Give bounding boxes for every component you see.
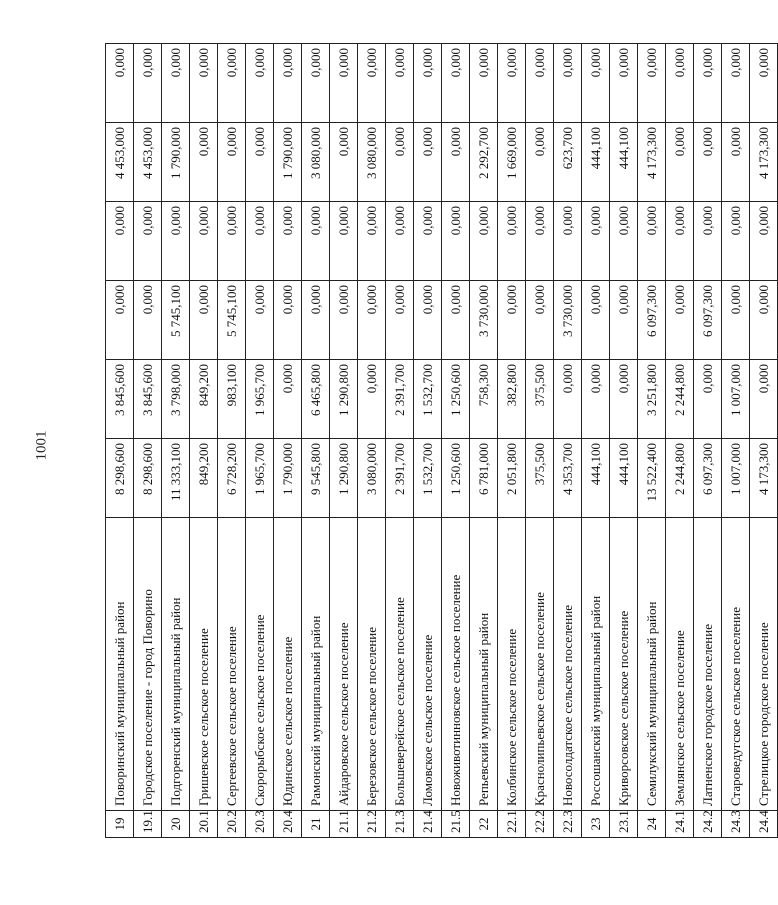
amount-cell: 0,000 [218,44,246,123]
amount-cell: 0,000 [190,123,218,202]
amount-cell: 0,000 [414,202,442,281]
amount-cell: 444,100 [610,439,638,518]
amount-cell: 444,100 [582,439,610,518]
amount-cell: 2 391,700 [386,439,414,518]
amount-cell: 6 781,000 [470,439,498,518]
amount-cell: 0,000 [638,44,666,123]
table-row [358,44,386,838]
amount-cell: 0,000 [414,123,442,202]
amount-cell: 1 532,700 [414,360,442,439]
table-row [750,44,778,838]
amount-cell: 0,000 [274,281,302,360]
amount-cell: 8 298,600 [106,439,134,518]
amount-cell: 0,000 [246,123,274,202]
amount-cell: 849,200 [190,439,218,518]
amount-cell: 5 745,100 [162,281,190,360]
table-row [694,44,722,838]
amount-cell: 0,000 [554,44,582,123]
amount-cell: 0,000 [246,281,274,360]
row-number-cell: 19 [106,811,134,838]
municipality-name-cell: Новосолдатское сельское поселение [554,518,582,811]
amount-cell: 0,000 [582,202,610,281]
amount-cell: 0,000 [750,360,778,439]
amount-cell: 11 333,100 [162,439,190,518]
municipality-name-cell: Репьевский муниципальный район [470,518,498,811]
municipality-name-cell: Ломовское сельское поселение [414,518,442,811]
amount-cell: 4 453,000 [106,123,134,202]
table-row [610,44,638,838]
amount-cell: 0,000 [358,44,386,123]
amount-cell: 3 251,800 [638,360,666,439]
amount-cell: 0,000 [750,281,778,360]
municipality-name-cell: Стрелицкое городское поселение [750,518,778,811]
amount-cell: 0,000 [526,44,554,123]
amount-cell: 0,000 [330,123,358,202]
municipality-name-cell: Подгоренский муниципальный район [162,518,190,811]
amount-cell: 0,000 [554,360,582,439]
amount-cell: 444,100 [610,123,638,202]
amount-cell: 1 007,000 [722,439,750,518]
row-number-cell: 19.1 [134,811,162,838]
municipality-name-cell: Землянское сельское поселение [666,518,694,811]
table-row [414,44,442,838]
amount-cell: 849,200 [190,360,218,439]
amount-cell: 0,000 [694,123,722,202]
municipality-name-cell: Латненское городское поселение [694,518,722,811]
amount-cell: 3 845,600 [134,360,162,439]
amount-cell: 0,000 [302,281,330,360]
amount-cell: 382,800 [498,360,526,439]
row-number-cell: 20.2 [218,811,246,838]
table-row [666,44,694,838]
table-row [134,44,162,838]
page-number: 1001 [33,430,50,461]
amount-cell: 0,000 [750,44,778,123]
row-number-cell: 24 [638,811,666,838]
amount-cell: 8 298,600 [134,439,162,518]
row-number-cell: 24.4 [750,811,778,838]
amount-cell: 0,000 [162,202,190,281]
municipality-name-cell: Скорорыбское сельское поселение [246,518,274,811]
amount-cell: 1 790,000 [274,439,302,518]
table-row [554,44,582,838]
row-number-cell: 21.4 [414,811,442,838]
amount-cell: 0,000 [610,281,638,360]
amount-cell: 4 173,300 [750,123,778,202]
amount-cell: 0,000 [274,360,302,439]
amount-cell: 6 728,200 [218,439,246,518]
amount-cell: 0,000 [498,281,526,360]
municipality-name-cell: Староведугское сельское поселение [722,518,750,811]
amount-cell: 758,300 [470,360,498,439]
amount-cell: 0,000 [666,123,694,202]
table-row [330,44,358,838]
municipality-name-cell: Рамонский муниципальный район [302,518,330,811]
row-number-cell: 21.5 [442,811,470,838]
amount-cell: 4 353,700 [554,439,582,518]
amount-cell: 0,000 [638,202,666,281]
amount-cell: 5 745,100 [218,281,246,360]
amount-cell: 0,000 [666,202,694,281]
amount-cell: 0,000 [442,123,470,202]
table-row [386,44,414,838]
amount-cell: 0,000 [694,202,722,281]
amount-cell: 0,000 [134,202,162,281]
amount-cell: 0,000 [610,44,638,123]
table-row [274,44,302,838]
amount-cell: 1 669,000 [498,123,526,202]
table-row [470,44,498,838]
amount-cell: 0,000 [190,44,218,123]
table-row [442,44,470,838]
amount-cell: 0,000 [470,202,498,281]
municipality-name-cell: Поворинский муниципальный район [106,518,134,811]
amount-cell: 375,500 [526,360,554,439]
table-row [582,44,610,838]
amount-cell: 6 465,800 [302,360,330,439]
amount-cell: 6 097,300 [638,281,666,360]
row-number-cell: 22.2 [526,811,554,838]
amount-cell: 0,000 [190,281,218,360]
row-number-cell: 24.3 [722,811,750,838]
municipality-name-cell: Большеверейское сельское поселение [386,518,414,811]
amount-cell: 0,000 [610,202,638,281]
amount-cell: 0,000 [414,281,442,360]
amount-cell: 0,000 [246,202,274,281]
amount-cell: 0,000 [302,44,330,123]
table-row [162,44,190,838]
table-row [498,44,526,838]
municipality-name-cell: Краснолипьевское сельское поселение [526,518,554,811]
amount-cell: 375,500 [526,439,554,518]
amount-cell: 0,000 [554,202,582,281]
amount-cell: 2 292,700 [470,123,498,202]
municipality-name-cell: Россошанский муниципальный район [582,518,610,811]
amount-cell: 3 798,000 [162,360,190,439]
amount-cell: 1 250,600 [442,360,470,439]
amount-cell: 0,000 [666,44,694,123]
amount-cell: 0,000 [106,281,134,360]
amount-cell: 0,000 [274,202,302,281]
row-number-cell: 20 [162,811,190,838]
amount-cell: 0,000 [386,281,414,360]
row-number-cell: 24.1 [666,811,694,838]
amount-cell: 0,000 [218,123,246,202]
amount-cell: 444,100 [582,123,610,202]
amount-cell: 0,000 [722,123,750,202]
amount-cell: 0,000 [750,202,778,281]
municipality-name-cell: Колбинское сельское поселение [498,518,526,811]
amount-cell: 0,000 [246,44,274,123]
row-number-cell: 21 [302,811,330,838]
amount-cell: 0,000 [526,202,554,281]
amount-cell: 1 965,700 [246,360,274,439]
amount-cell: 0,000 [582,360,610,439]
municipality-name-cell: Гришевское сельское поселение [190,518,218,811]
amount-cell: 623,700 [554,123,582,202]
row-number-cell: 23 [582,811,610,838]
amount-cell: 3 080,000 [358,123,386,202]
amount-cell: 0,000 [666,281,694,360]
budget-table [105,43,778,838]
amount-cell: 0,000 [582,281,610,360]
row-number-cell: 22.3 [554,811,582,838]
amount-cell: 0,000 [386,202,414,281]
amount-cell: 0,000 [470,44,498,123]
row-number-cell: 21.1 [330,811,358,838]
amount-cell: 0,000 [386,44,414,123]
municipality-name-cell: Айдаровское сельское поселение [330,518,358,811]
amount-cell: 13 522,400 [638,439,666,518]
municipality-name-cell: Сергеевское сельское поселение [218,518,246,811]
amount-cell: 0,000 [582,44,610,123]
amount-cell: 0,000 [442,202,470,281]
amount-cell: 1 290,800 [330,439,358,518]
amount-cell: 0,000 [526,123,554,202]
municipality-name-cell: Юдинское сельское поселение [274,518,302,811]
amount-cell: 0,000 [218,202,246,281]
amount-cell: 0,000 [330,44,358,123]
amount-cell: 6 097,300 [694,281,722,360]
amount-cell: 2 051,800 [498,439,526,518]
amount-cell: 6 097,300 [694,439,722,518]
amount-cell: 0,000 [442,281,470,360]
amount-cell: 0,000 [134,281,162,360]
row-number-cell: 23.1 [610,811,638,838]
table-row [526,44,554,838]
amount-cell: 0,000 [274,44,302,123]
amount-cell: 1 250,600 [442,439,470,518]
amount-cell: 0,000 [694,360,722,439]
amount-cell: 4 173,300 [638,123,666,202]
row-number-cell: 20.1 [190,811,218,838]
amount-cell: 0,000 [330,281,358,360]
amount-cell: 0,000 [722,281,750,360]
amount-cell: 0,000 [386,123,414,202]
amount-cell: 0,000 [106,44,134,123]
row-number-cell: 21.3 [386,811,414,838]
municipality-name-cell: Березовское сельское поселение [358,518,386,811]
table-row [302,44,330,838]
amount-cell: 0,000 [414,44,442,123]
row-number-cell: 24.2 [694,811,722,838]
amount-cell: 0,000 [134,44,162,123]
amount-cell: 0,000 [442,44,470,123]
amount-cell: 1 007,000 [722,360,750,439]
municipality-name-cell: Криворсовское сельское поселение [610,518,638,811]
table-row [246,44,274,838]
amount-cell: 3 730,000 [554,281,582,360]
amount-cell: 0,000 [358,281,386,360]
municipality-name-cell: Семилукский муниципальный район [638,518,666,811]
table-row [638,44,666,838]
amount-cell: 0,000 [694,44,722,123]
table-row [722,44,750,838]
amount-cell: 0,000 [330,202,358,281]
amount-cell: 0,000 [498,44,526,123]
table-row [106,44,134,838]
amount-cell: 0,000 [610,360,638,439]
amount-cell: 3 845,600 [106,360,134,439]
amount-cell: 4 453,000 [134,123,162,202]
row-number-cell: 20.3 [246,811,274,838]
amount-cell: 3 080,000 [358,439,386,518]
amount-cell: 1 965,700 [246,439,274,518]
amount-cell: 2 244,800 [666,360,694,439]
amount-cell: 0,000 [162,44,190,123]
amount-cell: 9 545,800 [302,439,330,518]
amount-cell: 0,000 [190,202,218,281]
row-number-cell: 22 [470,811,498,838]
amount-cell: 1 790,000 [162,123,190,202]
municipality-name-cell: Новоживотинновское сельское поселение [442,518,470,811]
amount-cell: 0,000 [722,44,750,123]
amount-cell: 0,000 [106,202,134,281]
amount-cell: 3 730,000 [470,281,498,360]
budget-table-rotated [105,48,771,838]
row-number-cell: 21.2 [358,811,386,838]
amount-cell: 983,100 [218,360,246,439]
table-row [218,44,246,838]
amount-cell: 3 080,000 [302,123,330,202]
amount-cell: 0,000 [498,202,526,281]
amount-cell: 1 290,800 [330,360,358,439]
amount-cell: 0,000 [526,281,554,360]
municipality-name-cell: Городское поселение - город Поворино [134,518,162,811]
amount-cell: 2 244,800 [666,439,694,518]
amount-cell: 1 532,700 [414,439,442,518]
row-number-cell: 22.1 [498,811,526,838]
amount-cell: 0,000 [358,360,386,439]
amount-cell: 0,000 [302,202,330,281]
row-number-cell: 20.4 [274,811,302,838]
amount-cell: 0,000 [722,202,750,281]
amount-cell: 1 790,000 [274,123,302,202]
table-body [106,44,778,838]
amount-cell: 0,000 [358,202,386,281]
amount-cell: 4 173,300 [750,439,778,518]
amount-cell: 2 391,700 [386,360,414,439]
table-row [190,44,218,838]
